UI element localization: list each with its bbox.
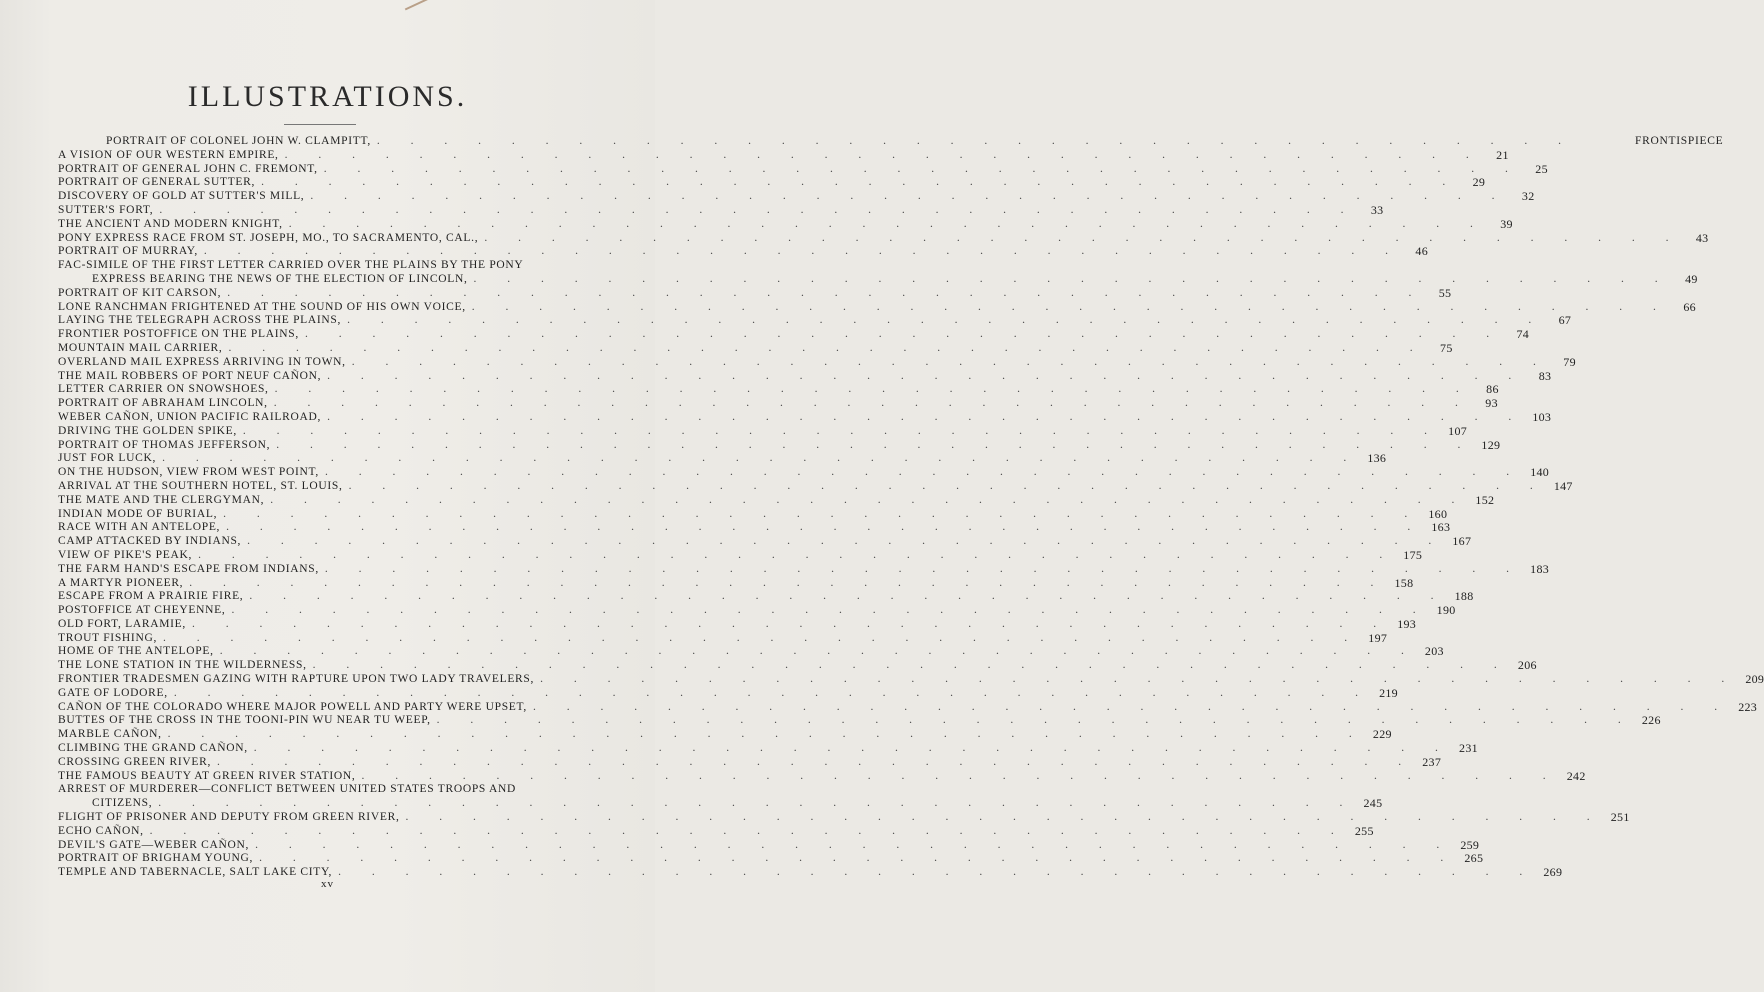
- dot-leader: . . . . . . . . . . . . . . . . . . . . . . . . . . . . . . . . . . . .: [310, 190, 1509, 203]
- illustration-title: THE FAMOUS BEAUTY AT GREEN RIVER STATION,: [58, 769, 356, 782]
- illustration-title: CITIZENS,: [92, 797, 153, 810]
- illustration-page: 66: [1683, 299, 1696, 314]
- dot-leader: . . . . . . . . . . . . . . . . . . . . . . . . . . . . . . . . . . . .: [189, 576, 1388, 589]
- illustration-title: THE MATE AND THE CLERGYMAN,: [58, 493, 265, 506]
- illustration-title: PORTRAIT OF BRIGHAM YOUNG,: [58, 852, 254, 865]
- illustration-page: 237: [1422, 754, 1442, 769]
- illustration-title: ON THE HUDSON, VIEW FROM WEST POINT,: [58, 466, 319, 479]
- illustration-page: 188: [1454, 589, 1474, 604]
- illustration-page: 74: [1516, 327, 1530, 342]
- illustration-page: 152: [1475, 492, 1495, 507]
- illustration-page: 67: [1558, 313, 1572, 328]
- illustration-title: POSTOFFICE AT CHEYENNE,: [58, 604, 226, 617]
- illustration-page: 193: [1397, 616, 1417, 631]
- dot-leader: . . . . . . . . . . . . . . . . . . . . . . . . . . . . . . . . . . . .: [198, 548, 1397, 561]
- list-item: [58, 796, 1383, 811]
- list-item: [58, 810, 1630, 825]
- illustration-title: FLIGHT OF PRISONER AND DEPUTY FROM GREEN RIVER,: [58, 811, 400, 824]
- illustration-page: 223: [1738, 699, 1758, 714]
- illustration-page: 46: [1415, 244, 1429, 259]
- dot-leader: . . . . . . . . . . . . . . . . . . . . . . . . . . . . . . . . . . . .: [361, 769, 1560, 782]
- illustration-page: 255: [1354, 823, 1374, 838]
- illustration-title: DEVIL'S GATE—WEBER CAÑON,: [58, 838, 250, 851]
- illustration-title: LETTER CARRIER ON SNOWSHOES,: [58, 383, 269, 396]
- list-item: [58, 437, 1501, 453]
- illustration-page: 229: [1372, 727, 1392, 742]
- illustration-page: 83: [1538, 368, 1552, 383]
- list-item: [58, 299, 1696, 315]
- list-item: [58, 768, 1586, 784]
- list-item: [58, 754, 1442, 770]
- illustration-title: PORTRAIT OF KIT CARSON,: [58, 286, 222, 299]
- illustration-title: PORTRAIT OF ABRAHAM LINCOLN,: [58, 397, 268, 410]
- dot-leader: . . . . . . . . . . . . . . . . . . . . . . . . . . . . . . . . . . . .: [242, 424, 1442, 437]
- illustration-page: 147: [1553, 478, 1573, 493]
- illustration-page: 175: [1403, 547, 1423, 562]
- list-item: [58, 465, 1550, 480]
- dot-leader: . . . . . . . . . . . . . . . . . . . . . . . . . . . . . . . . . . . .: [173, 686, 1372, 699]
- dot-leader: . . . . . . . . . . . . . . . . . . . . . . . . . . . . . . . . . . . .: [436, 714, 1635, 727]
- illustration-page: 265: [1464, 851, 1484, 866]
- page-number: xv: [321, 878, 334, 890]
- dot-leader: . . . . . . . . . . . . . . . . . . . . . . . . . . . . . . . . . . . .: [323, 162, 1522, 175]
- dot-leader: . . . . . . . . . . . . . . . . . . . . . . . . . . . . . . . . . . . .: [247, 535, 1446, 548]
- dot-leader: . . . . . . . . . . . . . . . . . . . . . . . . . . . . . . . . . . . .: [348, 479, 1547, 492]
- dot-leader: . . . . . . . . . . . . . . . . . . . . . . . . . . . . . . . . . . . .: [191, 617, 1391, 630]
- illustration-title: PORTRAIT OF THOMAS JEFFERSON,: [58, 438, 271, 451]
- illustration-page: 32: [1521, 189, 1535, 204]
- list-item: [58, 561, 1550, 577]
- dot-leader: . . . . . . . . . . . . . . . . . . . . . . . . . . . . . . . . . . . .: [255, 838, 1454, 851]
- dot-leader: . . . . . . . . . . . . . . . . . . . . . . . . . . . . . . . . . . . .: [532, 700, 1732, 713]
- illustration-page: 107: [1448, 423, 1468, 438]
- illustration-page: 269: [1543, 865, 1563, 880]
- dot-leader: . . . . . . . . . . . . . . . . . . . . . . . . . . . . . . . . . . . .: [159, 203, 1358, 216]
- illustration-title: ESCAPE FROM A PRAIRIE FIRE,: [58, 590, 244, 603]
- list-item: [58, 727, 1392, 742]
- illustration-title: RACE WITH AN ANTELOPE,: [58, 521, 221, 534]
- list-item: [58, 271, 1698, 287]
- illustration-title: PORTRAIT OF GENERAL SUTTER,: [58, 176, 256, 189]
- list-item: [58, 644, 1444, 659]
- illustration-title: ECHO CAÑON,: [58, 824, 144, 837]
- list-item: [58, 658, 1537, 673]
- illustration-page: 29: [1472, 175, 1486, 190]
- illustration-title: THE LONE STATION IN THE WILDERNESS,: [58, 659, 307, 672]
- list-item: [58, 175, 1486, 190]
- illustration-title: PORTRAIT OF MURRAY,: [58, 245, 198, 258]
- dot-leader: . . . . . . . . . . . . . . . . . . . . . . . . . . . . . . . . . . . .: [253, 742, 1452, 755]
- illustration-title: DISCOVERY OF GOLD AT SUTTER'S MILL,: [58, 190, 305, 203]
- illustration-title: LONE RANCHMAN FRIGHTENED AT THE SOUND OF HIS OWN VOICE,: [58, 300, 466, 313]
- list-item: [58, 259, 560, 273]
- illustration-page: 25: [1535, 161, 1548, 176]
- list-item: [58, 189, 1535, 204]
- list-item: [58, 837, 1480, 853]
- illustration-page: 33: [1370, 202, 1384, 217]
- list-item: [58, 285, 1452, 301]
- illustration-title: ARRIVAL AT THE SOUTHERN HOTEL, ST. LOUIS,: [58, 479, 343, 492]
- list-item: [58, 520, 1451, 535]
- list-item: [58, 672, 1764, 687]
- illustration-page: 158: [1394, 575, 1414, 590]
- dot-leader: . . . . . . . . . . . . . . . . . . . . . . . . . . . . . . . . . . . .: [273, 397, 1472, 410]
- list-item: [58, 451, 1387, 466]
- dot-leader: . . . . . . . . . . . . . . . . . . . . . . . . . . . . . . . . . . . .: [228, 341, 1427, 354]
- illustration-title: DRIVING THE GOLDEN SPIKE,: [58, 424, 237, 437]
- dot-leader: . . . . . . . . . . . . . . . . . . . . . . . . . . . . . . . . . . . .: [158, 797, 1357, 810]
- illustration-page: 183: [1530, 561, 1550, 576]
- illustration-title: CAMP ATTACKED BY INDIANS,: [58, 535, 242, 548]
- illustration-page: 49: [1685, 271, 1698, 286]
- list-item: [58, 147, 1509, 163]
- list-item: [58, 603, 1456, 618]
- illustration-title: TEMPLE AND TABERNACLE, SALT LAKE CITY,: [58, 866, 333, 879]
- illustration-page: 245: [1363, 796, 1383, 811]
- illustration-page: 226: [1641, 713, 1661, 728]
- list-item: [58, 313, 1572, 328]
- list-item: [58, 135, 1724, 149]
- list-item: [58, 741, 1478, 756]
- illustration-title: WEBER CAÑON, UNION PACIFIC RAILROAD,: [58, 410, 322, 423]
- illustration-title: MARBLE CAÑON,: [58, 728, 162, 741]
- list-item: [58, 699, 1758, 715]
- illustration-title: JUST FOR LUCK,: [58, 452, 157, 465]
- illustration-page: 86: [1486, 382, 1499, 397]
- dot-leader: . . . . . . . . . . . . . . . . . . . . . . . . . . . . . . . . . . . .: [484, 231, 1683, 244]
- illustration-title: THE MAIL ROBBERS OF PORT NEUF CAÑON,: [58, 369, 322, 382]
- dot-leader: . . . . . . . . . . . . . . . . . . . . . . . . . . . . . . . . . . . .: [312, 659, 1511, 672]
- dot-leader: . . . . . . . . . . . . . . . . . . . . . . . . . . . . . . . . . . . .: [149, 824, 1348, 837]
- illustration-title: SUTTER'S FORT,: [58, 203, 154, 216]
- list-item: [58, 244, 1429, 259]
- list-item: [58, 506, 1448, 522]
- illustration-page: 167: [1452, 534, 1472, 549]
- dot-leader: . . . . . . . . . . . . . . . . . . . . . . . . . . . . . . . . . . . .: [162, 452, 1361, 465]
- list-item: [58, 409, 1552, 425]
- dot-leader: . . . . . . . . . . . . . . . . . . . . . . . . . . . . . . . . . . . .: [324, 562, 1524, 575]
- illustration-page: FRONTISPIECE: [1635, 135, 1724, 147]
- illustration-page: 79: [1563, 354, 1576, 369]
- illustration-title: OVERLAND MAIL EXPRESS ARRIVING IN TOWN,: [58, 355, 346, 368]
- illustration-title: PORTRAIT OF COLONEL JOHN W. CLAMPITT,: [106, 135, 371, 147]
- illustration-title: FRONTIER POSTOFFICE ON THE PLAINS,: [58, 328, 299, 341]
- list-item: [58, 382, 1499, 397]
- illustration-page: 140: [1530, 465, 1550, 480]
- illustration-page: 163: [1431, 520, 1451, 535]
- illustration-page: 203: [1424, 644, 1444, 659]
- list-item: [58, 368, 1552, 384]
- illustration-page: 231: [1459, 741, 1478, 756]
- illustration-title: ARREST OF MURDERER—CONFLICT BETWEEN UNITED STATES TROOPS AND: [58, 783, 516, 796]
- illustration-page: 75: [1440, 340, 1453, 355]
- illustration-page: 55: [1438, 285, 1452, 300]
- dot-leader: . . . . . . . . . . . . . . . . . . . . . . . . . . . . . . . . . . . .: [327, 410, 1526, 423]
- illustration-title: CROSSING GREEN RIVER,: [58, 755, 212, 768]
- list-item: [58, 478, 1573, 494]
- illustration-title: CAÑON OF THE COLORADO WHERE MAJOR POWELL AND PARTY WERE UPSET,: [58, 700, 527, 713]
- list-item: [58, 423, 1468, 439]
- illustration-page: 43: [1695, 230, 1709, 245]
- list-item: [58, 685, 1398, 701]
- dot-leader: . . . . . . . . . . . . . . . . . . . . . . . . . . . . . . . . . . . .: [270, 493, 1469, 506]
- dot-leader: . . . . . . . . . . . . . . . . . . . . . . . . . . . . . . . . . . . .: [338, 866, 1537, 879]
- illustration-page: 197: [1368, 630, 1388, 645]
- list-item: [58, 202, 1384, 218]
- dot-leader: . . . . . . . . . . . . . . . . . . . . . . . . . . . . . . . . . . . .: [217, 755, 1416, 768]
- illustration-title: FAC-SIMILE OF THE FIRST LETTER CARRIED OVER THE PLAINS BY THE PONY: [58, 259, 524, 272]
- dot-leader: . . . . . . . . . . . . . . . . . . . . . . . . . . . . . . . . . . . .: [276, 438, 1475, 451]
- dot-leader: . . . . . . . . . . . . . . . . . . . . . . . . . . . . . . . . . . . .: [405, 811, 1604, 824]
- dot-leader: . . . . . . . . . . . . . . . . . . . . . . . . . . . . . . . . . . . .: [376, 135, 1576, 147]
- illustration-page: 190: [1436, 603, 1456, 618]
- dot-leader: . . . . . . . . . . . . . . . . . . . . . . . . . . . . . . . . . . . .: [274, 383, 1473, 396]
- dot-leader: . . . . . . . . . . . . . . . . . . . . . . . . . . . . . . . . . . . .: [261, 176, 1460, 189]
- dot-leader: . . . . . . . . . . . . . . . . . . . . . . . . . . . . . . . . . . . .: [471, 300, 1670, 313]
- illustration-title: MOUNTAIN MAIL CARRIER,: [58, 341, 223, 354]
- illustration-title: THE FARM HAND'S ESCAPE FROM INDIANS,: [58, 562, 319, 575]
- illustration-page: 21: [1496, 147, 1509, 162]
- list-item: [58, 492, 1495, 508]
- title-rule: [284, 124, 356, 125]
- page-title: ILLUSTRATIONS.: [187, 80, 468, 113]
- illustration-title: BUTTES OF THE CROSS IN THE TOONI-PIN WU NEAR TU WEEP,: [58, 714, 431, 727]
- illustration-page: 251: [1610, 810, 1630, 825]
- dot-leader: . . . . . . . . . . . . . . . . . . . . . . . . . . . . . . . . . . . .: [223, 507, 1422, 520]
- illustration-page: 129: [1481, 437, 1501, 452]
- illustration-title: CLIMBING THE GRAND CAÑON,: [58, 742, 248, 755]
- list-item: [58, 713, 1661, 728]
- illustration-page: 93: [1485, 396, 1498, 411]
- illustration-page: 136: [1367, 451, 1387, 466]
- illustration-title: EXPRESS BEARING THE NEWS OF THE ELECTION OF LINCOLN,: [92, 272, 468, 285]
- list-item: [58, 616, 1417, 632]
- dot-leader: . . . . . . . . . . . . . . . . . . . . . . . . . . . . . . . . . . . .: [327, 369, 1526, 382]
- illustrations-list: [58, 135, 1764, 880]
- list-item: [58, 851, 1484, 866]
- list-item: [58, 823, 1374, 839]
- illustration-title: A MARTYR PIONEER,: [58, 576, 184, 589]
- dot-leader: . . . . . . . . . . . . . . . . . . . . . . . . . . . . . . . . . . . .: [203, 245, 1403, 258]
- list-item: [58, 396, 1498, 411]
- illustration-page: 219: [1379, 685, 1398, 700]
- list-item: [58, 230, 1709, 246]
- illustration-title: GATE OF LODORE,: [58, 686, 168, 699]
- dot-leader: . . . . . . . . . . . . . . . . . . . . . . . . . . . . . . . . . . . .: [226, 521, 1425, 534]
- dot-leader: . . . . . . . . . . . . . . . . . . . . . . . . . . . . . . . . . . . .: [304, 328, 1504, 341]
- illustration-title: A VISION OF OUR WESTERN EMPIRE,: [58, 148, 279, 161]
- illustration-title: HOME OF THE ANTELOPE,: [58, 645, 214, 658]
- illustration-page: 39: [1500, 216, 1513, 231]
- illustration-title: INDIAN MODE OF BURIAL,: [58, 507, 218, 520]
- list-item: [58, 327, 1530, 342]
- list-item: [58, 547, 1423, 563]
- illustration-page: 242: [1566, 768, 1586, 783]
- dot-leader: . . . . . . . . . . . . . . . . . . . . . . . . . . . . . . . . . . . .: [540, 673, 1739, 686]
- illustration-title: FRONTIER TRADESMEN GAZING WITH RAPTURE UPON TWO LADY TRAVELERS,: [58, 673, 535, 686]
- list-item: [58, 340, 1453, 356]
- illustration-page: 259: [1460, 837, 1480, 852]
- dot-leader: . . . . . . . . . . . . . . . . . . . . . . . . . . . . . . . . . . . .: [259, 852, 1458, 865]
- dot-leader: . . . . . . . . . . . . . . . . . . . . . . . . . . . . . . . . . . . .: [347, 314, 1546, 327]
- list-item: [58, 161, 1548, 177]
- list-item: [58, 216, 1513, 232]
- illustration-title: PONY EXPRESS RACE FROM ST. JOSEPH, MO., TO SACRAMENTO, CAL.,: [58, 231, 479, 244]
- illustration-page: 206: [1517, 658, 1537, 673]
- list-item: [58, 630, 1388, 646]
- illustration-page: 160: [1428, 506, 1448, 521]
- dot-leader: . . . . . . . . . . . . . . . . . . . . . . . . . . . . . . . . . . . .: [167, 728, 1366, 741]
- dot-leader: . . . . . . . . . . . . . . . . . . . . . . . . . . . . . . . . . . . .: [473, 272, 1672, 285]
- dot-leader: . . . . . . . . . . . . . . . . . . . . . . . . . . . . . . . . . . . .: [249, 590, 1448, 603]
- dot-leader: . . . . . . . . . . . . . . . . . . . . . . . . . . . . . . . . . . . .: [324, 466, 1524, 479]
- list-item: [58, 783, 560, 797]
- dot-leader: . . . . . . . . . . . . . . . . . . . . . . . . . . . . . . . . . . . .: [163, 631, 1362, 644]
- illustration-title: OLD FORT, LARAMIE,: [58, 617, 186, 630]
- dot-leader: . . . . . . . . . . . . . . . . . . . . . . . . . . . . . . . . . . . .: [231, 604, 1430, 617]
- list-item: [58, 575, 1414, 591]
- list-item: [58, 534, 1472, 549]
- illustration-title: TROUT FISHING,: [58, 631, 158, 644]
- pencil-mark: [405, 0, 429, 10]
- dot-leader: . . . . . . . . . . . . . . . . . . . . . . . . . . . . . . . . . . . .: [288, 217, 1487, 230]
- list-item: [58, 354, 1576, 370]
- illustration-title: LAYING THE TELEGRAPH ACROSS THE PLAINS,: [58, 314, 342, 327]
- illustration-title: VIEW OF PIKE'S PEAK,: [58, 548, 193, 561]
- list-item: [58, 589, 1474, 604]
- dot-leader: . . . . . . . . . . . . . . . . . . . . . . . . . . . . . . . . . . . .: [351, 355, 1550, 368]
- illustration-page: 103: [1532, 409, 1552, 424]
- dot-leader: . . . . . . . . . . . . . . . . . . . . . . . . . . . . . . . . . . . .: [219, 645, 1418, 658]
- illustration-page: 209: [1745, 672, 1764, 687]
- dot-leader: . . . . . . . . . . . . . . . . . . . . . . . . . . . . . . . . . . . .: [284, 148, 1483, 161]
- illustration-title: THE ANCIENT AND MODERN KNIGHT,: [58, 217, 283, 230]
- illustration-title: PORTRAIT OF GENERAL JOHN C. FREMONT,: [58, 162, 318, 175]
- dot-leader: . . . . . . . . . . . . . . . . . . . . . . . . . . . . . . . . . . . .: [227, 286, 1426, 299]
